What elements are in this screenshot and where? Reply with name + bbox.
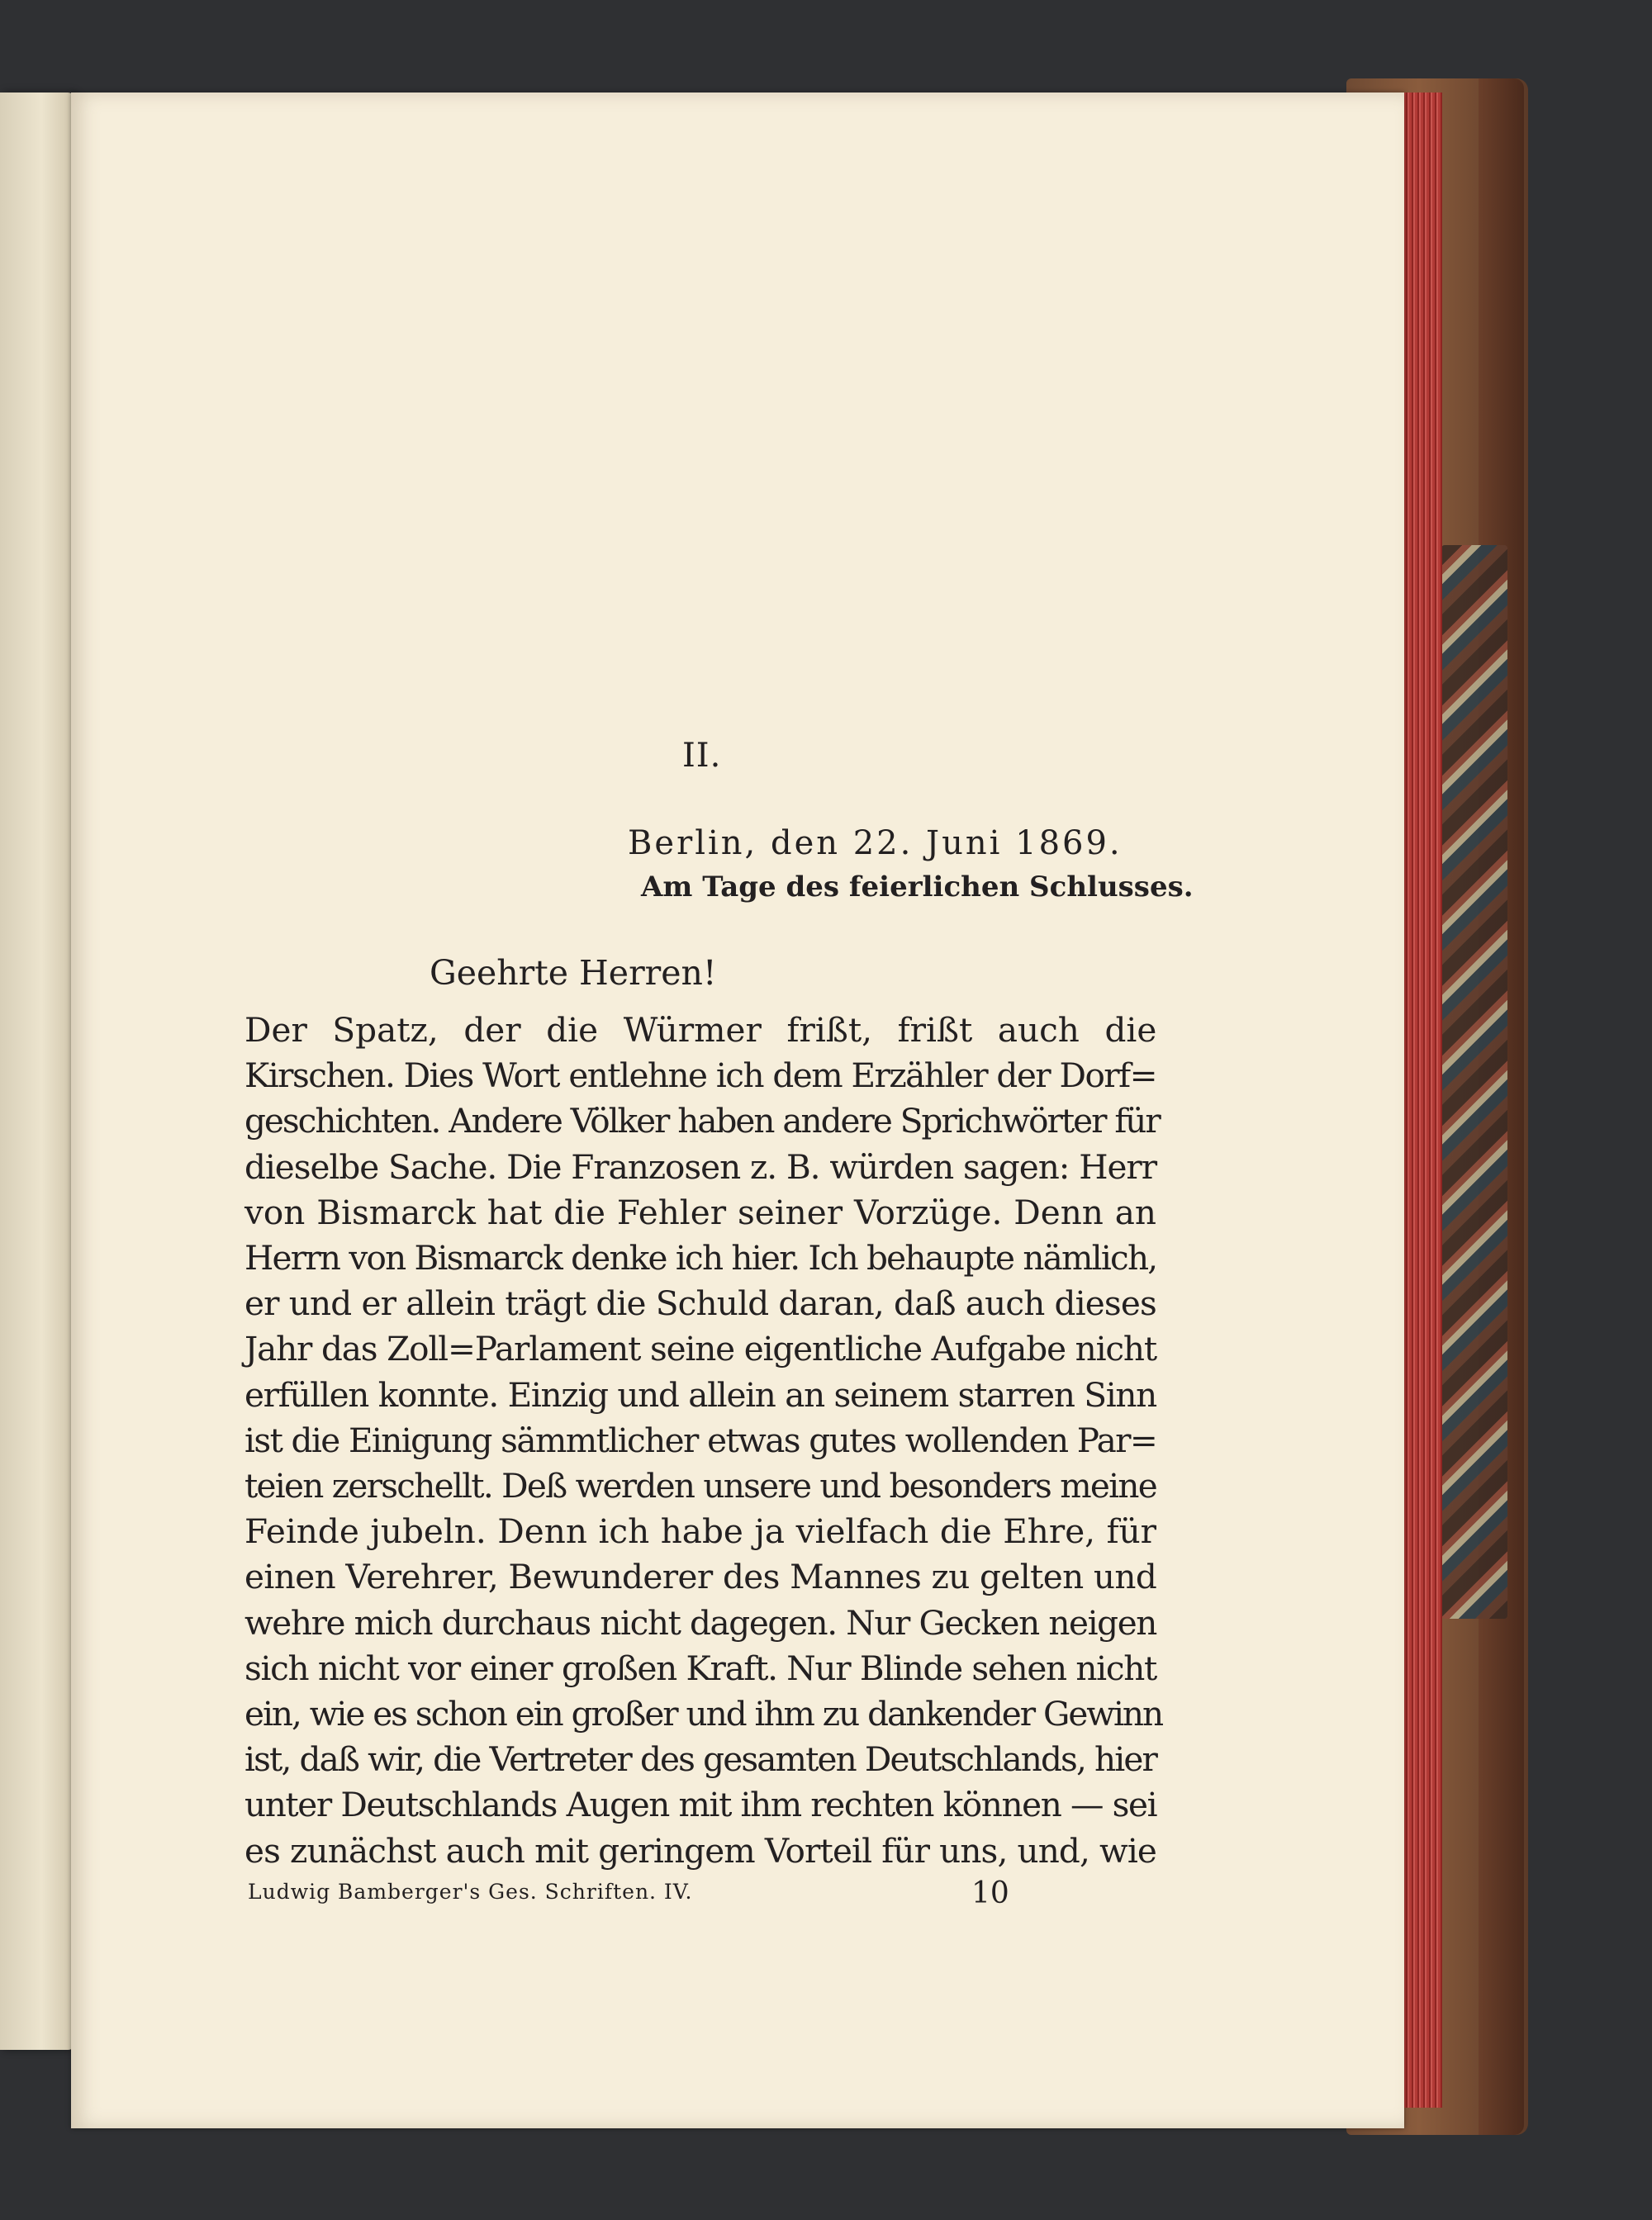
marbled-cover-paper (1441, 545, 1507, 1619)
text-line: Kirschen. Dies Wort entlehne ich dem Erzähler der Dorf= (244, 1055, 1156, 1096)
text-line: erfüllen konnte. Einzig und allein an seinem starren Sinn (244, 1374, 1156, 1415)
text-line: ist die Einigung sämmtlicher etwas gutes wollenden Par= (244, 1420, 1157, 1460)
text-line: dieselbe Sache. Die Franzosen z. B. würden sagen: Herr (244, 1146, 1157, 1187)
running-footer: Ludwig Bamberger's Ges. Schriften. IV. (248, 1880, 693, 1904)
text-line: es zunächst auch mit geringem Vorteil für uns, und, wie (244, 1830, 1156, 1871)
text-line: einen Verehrer, Bewunderer des Mannes zu gelten und (244, 1557, 1157, 1597)
chapter-number: II. (682, 737, 722, 775)
text-line: teien zerschellt. Deß werden unsere und besonders meine (244, 1466, 1156, 1506)
dateline: Berlin, den 22. Juni 1869. (628, 824, 1123, 862)
text-line: geschichten. Andere Völker haben andere Sprichwörter für (244, 1101, 1160, 1141)
text-line: sich nicht vor einer großen Kraft. Nur Blinde sehen nicht (244, 1648, 1156, 1688)
text-line: Jahr das Zoll=Parlament seine eigentliche Aufgabe nicht (244, 1329, 1156, 1369)
text-line: von Bismarck hat die Fehler seiner Vorzüge. Denn an (244, 1192, 1156, 1232)
text-line: unter Deutschlands Augen mit ihm rechten können — sei (244, 1785, 1157, 1825)
text-line: er und er allein trägt die Schuld daran, daß auch dieses (244, 1283, 1156, 1324)
text-line: ist, daß wir, die Vertreter des gesamten Deutschlands, hier (244, 1739, 1157, 1780)
salutation: Geehrte Herren! (430, 953, 717, 993)
text-line: ein, wie es schon ein großer und ihm zu dankender Gewinn (244, 1694, 1163, 1734)
subtitle: Am Tage des feierlichen Schlusses. (641, 870, 1194, 904)
text-line: Herrn von Bismarck denke ich hier. Ich behaupte nämlich, (244, 1238, 1157, 1278)
body-text (244, 1008, 1163, 1874)
page-number: 10 (971, 1876, 1009, 1910)
text-line: Der Spatz, der die Würmer frißt, frißt auch die (244, 1010, 1157, 1050)
text-line: Feinde jubeln. Denn ich habe ja vielfach die Ehre, für (244, 1511, 1157, 1552)
red-page-edges (1398, 92, 1442, 2108)
previous-page-edge (0, 92, 76, 2050)
text-line: wehre mich durchaus nicht dagegen. Nur Gecken neigen (244, 1602, 1156, 1643)
